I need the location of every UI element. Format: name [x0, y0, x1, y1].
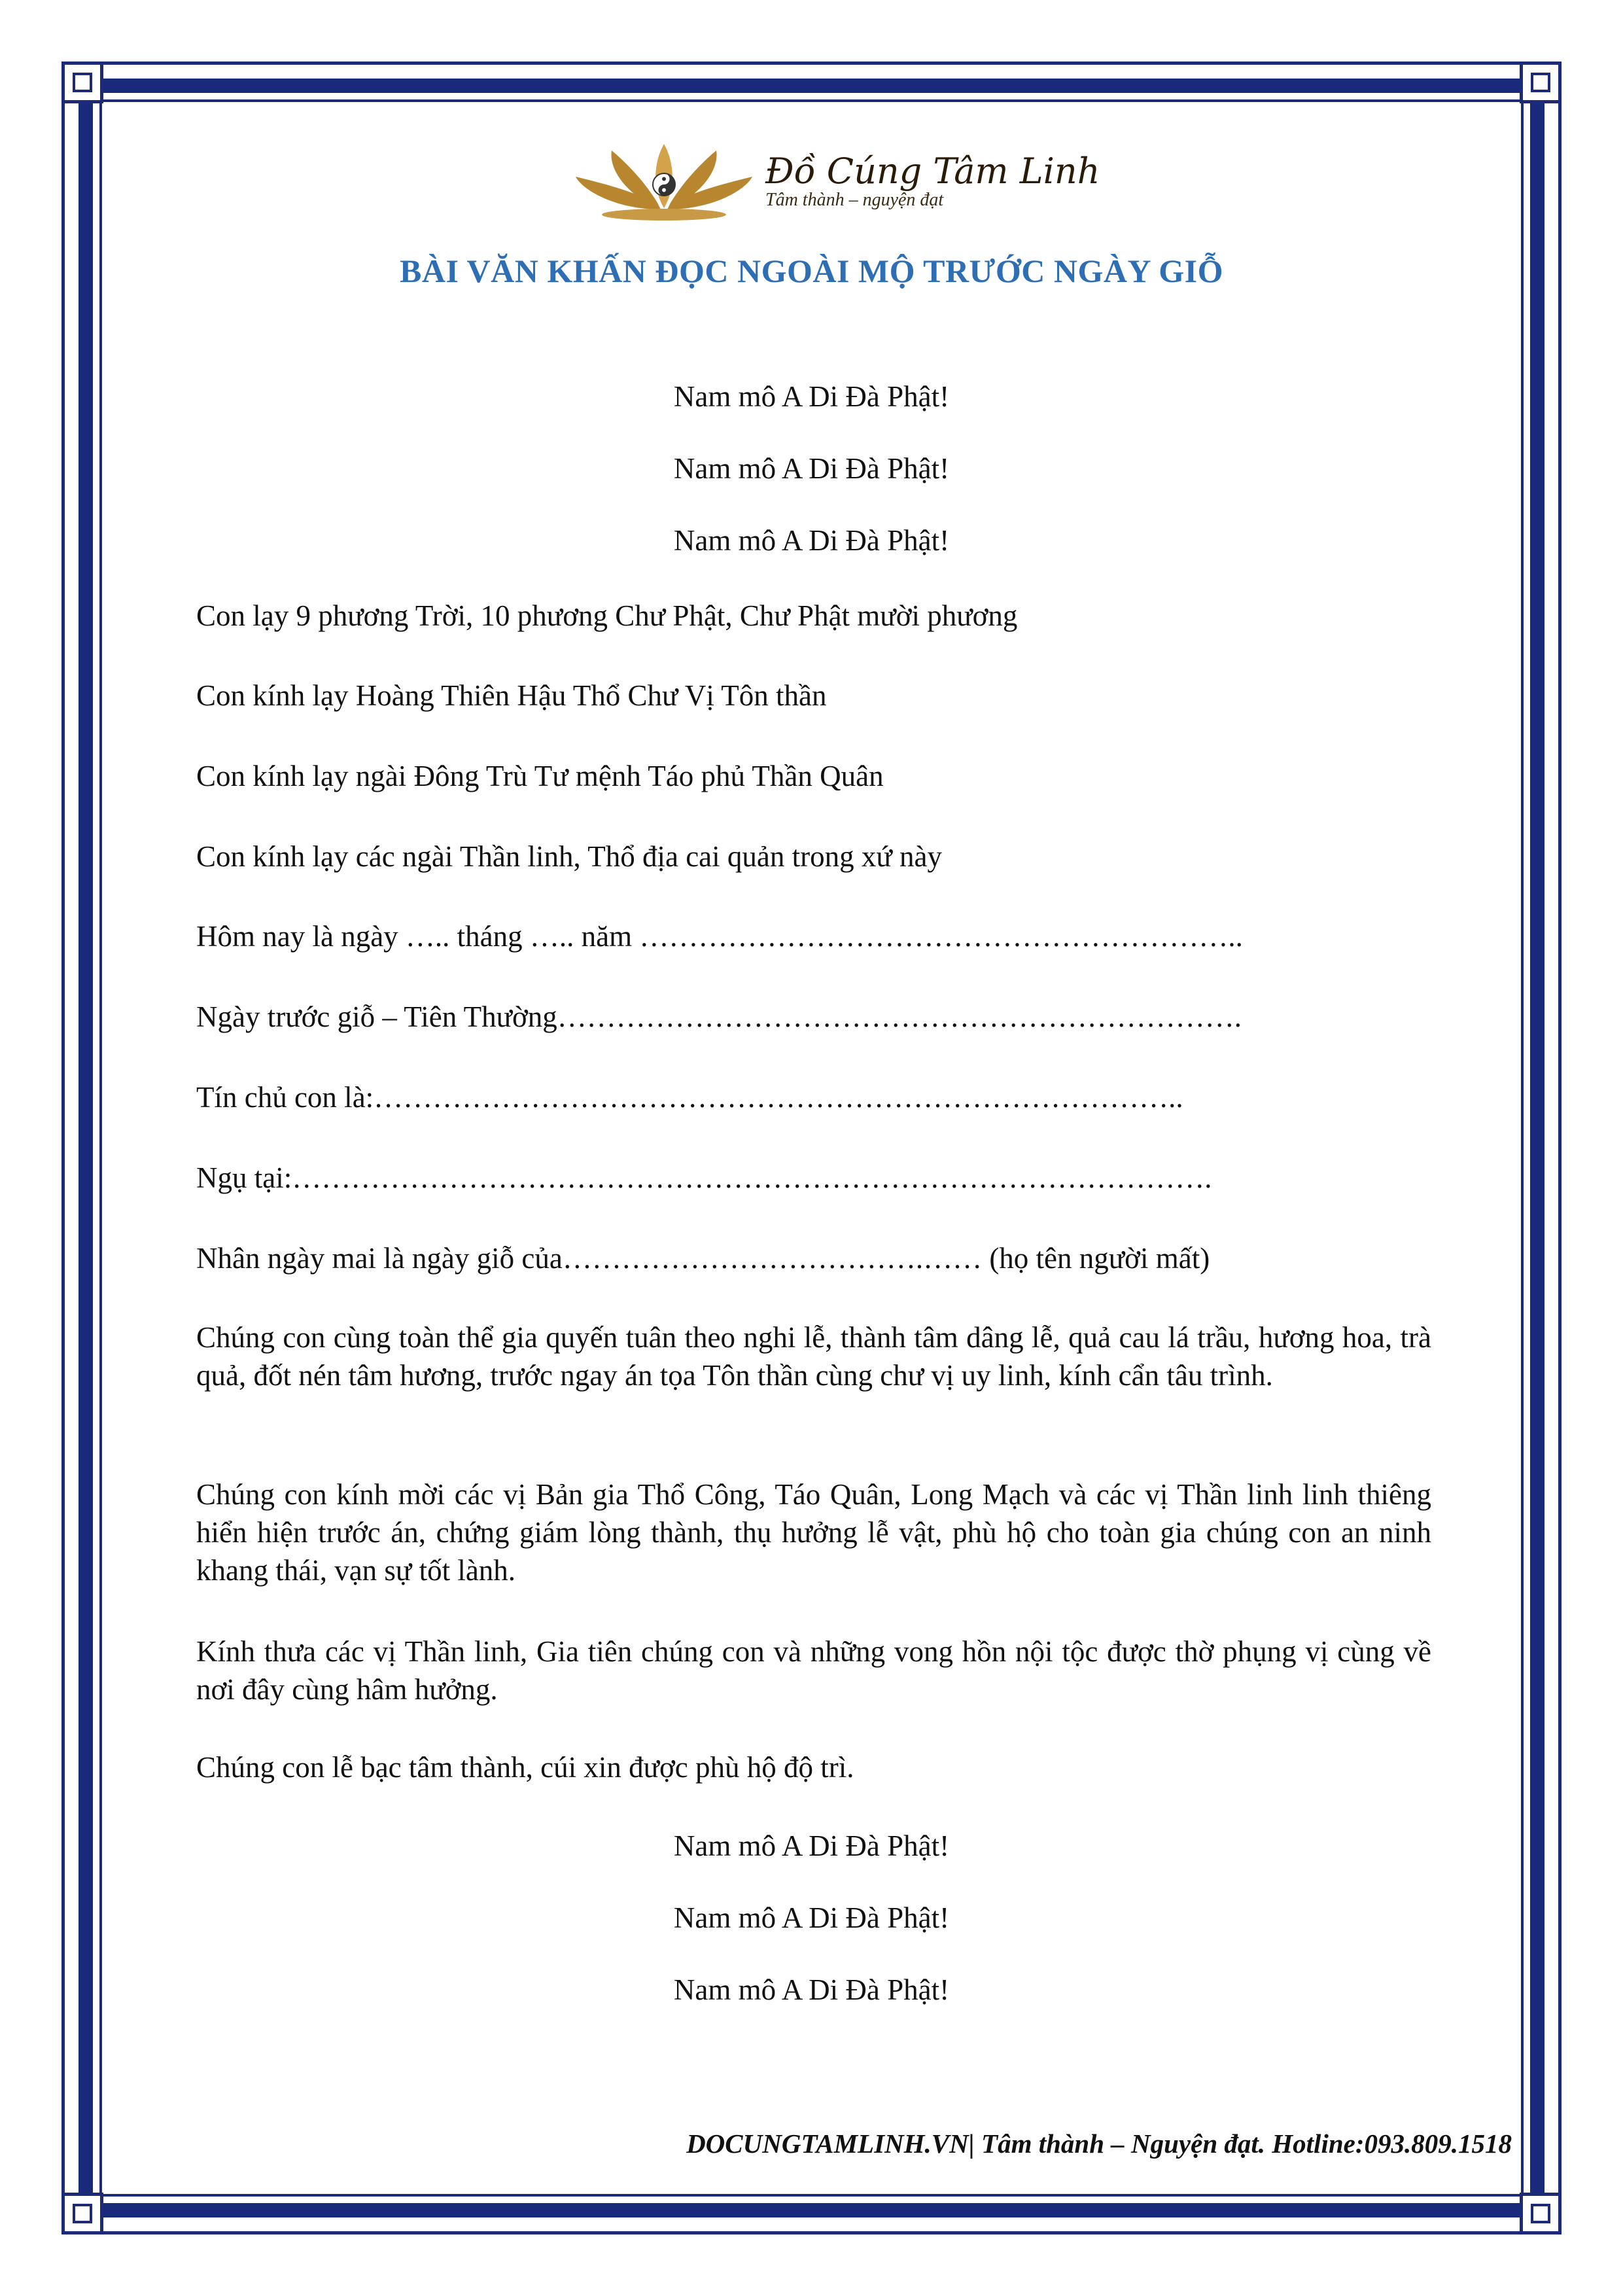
- opening-invocation-2: Nam mô A Di Đà Phật!: [673, 452, 950, 485]
- prayer-line-4: Con kính lạy các ngài Thần linh, Thổ địa cai quản trong xứ này: [196, 840, 942, 873]
- prayer-line-3: Con kính lạy ngài Đông Trù Tư mệnh Táo phủ Thần Quân: [196, 760, 884, 792]
- page-frame-inner: [99, 99, 1524, 2197]
- devotee-name-fill-line: Tín chủ con là:………………………………………………………………………..: [196, 1081, 1183, 1114]
- closing-invocation-3: Nam mô A Di Đà Phật!: [673, 1973, 950, 2006]
- frame-corner-top-left: [61, 62, 103, 103]
- date-fill-line: Hôm nay là ngày ….. tháng ….. năm ……………………………………………………..: [196, 920, 1243, 953]
- paragraph-4: Chúng con lễ bạc tâm thành, cúi xin được phù hộ độ trì.: [196, 1751, 854, 1784]
- prayer-line-2: Con kính lạy Hoàng Thiên Hậu Thổ Chư Vị Tôn thần: [196, 679, 827, 712]
- frame-corner-bottom-right: [1520, 2193, 1562, 2234]
- anniversary-fill-line: Ngày trước giỗ – Tiên Thường…………………………………………………………….: [196, 1000, 1242, 1033]
- lotus-yin-yang-icon: [576, 137, 1100, 229]
- frame-corner-top-right: [1520, 62, 1562, 103]
- closing-invocation-2: Nam mô A Di Đà Phật!: [673, 1901, 950, 1934]
- opening-invocation-3: Nam mô A Di Đà Phật!: [673, 524, 950, 557]
- logo: [576, 137, 1100, 229]
- footer-hotline: DOCUNGTAMLINH.VN| Tâm thành – Nguyện đạt. Hotline:093.809.1518: [686, 2128, 1512, 2159]
- frame-corner-bottom-left: [61, 2193, 103, 2234]
- deceased-name-fill-line: Nhân ngày mai là ngày giỗ của……………………………….…… (họ tên người mất): [196, 1242, 1210, 1275]
- prayer-line-1: Con lạy 9 phương Trời, 10 phương Chư Phật, Chư Phật mười phương: [196, 599, 1018, 632]
- paragraph-2: Chúng con kính mời các vị Bản gia Thổ Công, Táo Quân, Long Mạch và các vị Thần linh linh thiêng hiển hiện trước án, chứng giám lòng thành, thụ hưởng lễ vật, phù hộ cho toàn gia chúng con an ninh khang thái, vạn sự tốt lành.: [196, 1478, 1431, 1587]
- logo-tagline: Tâm thành – nguyện đạt: [765, 190, 944, 210]
- paragraph-3: Kính thưa các vị Thần linh, Gia tiên chúng con và những vong hồn nội tộc được thờ phụng vị cùng về nơi đây cùng hâm hưởng.: [196, 1635, 1431, 1706]
- paragraph-1: Chúng con cùng toàn thể gia quyến tuân theo nghi lễ, thành tâm dâng lễ, quả cau lá trầu, hương hoa, trà quả, đốt nén tâm hương, trước ngay án tọa Tôn thần cùng chư vị uy linh, kính cẩn tâu trình.: [196, 1321, 1431, 1392]
- document-title: BÀI VĂN KHẤN ĐỌC NGOÀI MỘ TRƯỚC NGÀY GIỖ: [400, 253, 1223, 289]
- logo-brand-text: Đồ Cúng Tâm Linh: [765, 150, 1100, 192]
- closing-invocation-1: Nam mô A Di Đà Phật!: [673, 1829, 950, 1862]
- opening-invocation-1: Nam mô A Di Đà Phật!: [673, 380, 950, 413]
- address-fill-line: Ngụ tại:………………………………………………………………………………….: [196, 1161, 1212, 1194]
